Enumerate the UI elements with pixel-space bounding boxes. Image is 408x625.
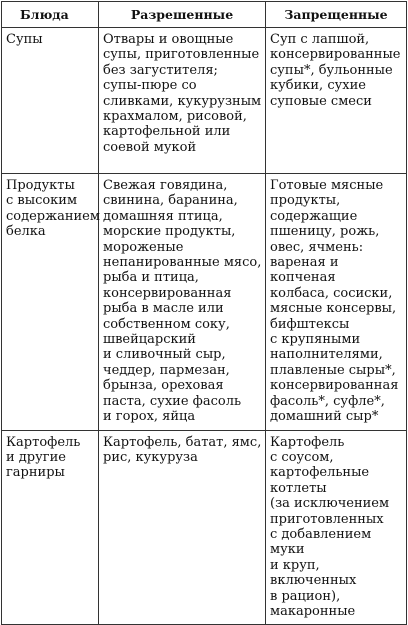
allowed-cell: Свежая говядина, свинина, баранина, домашняя птица, морские продукты, мороженые непанированные мясо, рыба и птица, консервированная рыба в масле или собственном соку, швейцарский и сливочный сыр, чеддер, пармезан, брынза, ореховая паста, сухие фасоль и горох, яйца	[99, 174, 266, 431]
dish-cell: Супы	[2, 28, 99, 174]
forbidden-cell: Готовые мясные продукты, содержащие пшеницу, рожь, овес, ячмень: вареная и копченая колбаса, сосиски, мясные консервы, бифштексы с крупяными наполнителями, плавленые сыры*, консервированная фасоль*, суфле*, домашний сыр*	[266, 174, 407, 431]
table-header	[2, 2, 407, 28]
forbidden-cell: Суп с лапшой, консервированные супы*, бульонные кубики, сухие суповые смеси	[266, 28, 407, 174]
allowed-cell: Картофель, батат, ямс, рис, кукуруза	[99, 430, 266, 625]
forbidden-cell: Картофель с соусом, картофельные котлеты (за исключением приготовленных с добавлением муки и круп, включенных в рацион), макаронные	[266, 430, 407, 625]
table-row	[2, 174, 407, 431]
dish-cell: Картофель и другие гарниры	[2, 430, 99, 625]
header-row	[2, 2, 407, 28]
table-body	[2, 28, 407, 625]
allowed-cell: Отвары и овощные супы, приготовленные без загустителя; супы-пюре со сливками, кукурузным крахмалом, рисовой, картофельной или соевой мукой	[99, 28, 266, 174]
header-allowed: Разрешенные	[99, 2, 266, 28]
diet-table	[1, 1, 407, 625]
header-forbidden: Запрещенные	[266, 2, 407, 28]
dish-cell: Продукты с высоким содержанием белка	[2, 174, 99, 431]
header-dishes: Блюда	[2, 2, 99, 28]
table-row	[2, 28, 407, 174]
table-row	[2, 430, 407, 625]
